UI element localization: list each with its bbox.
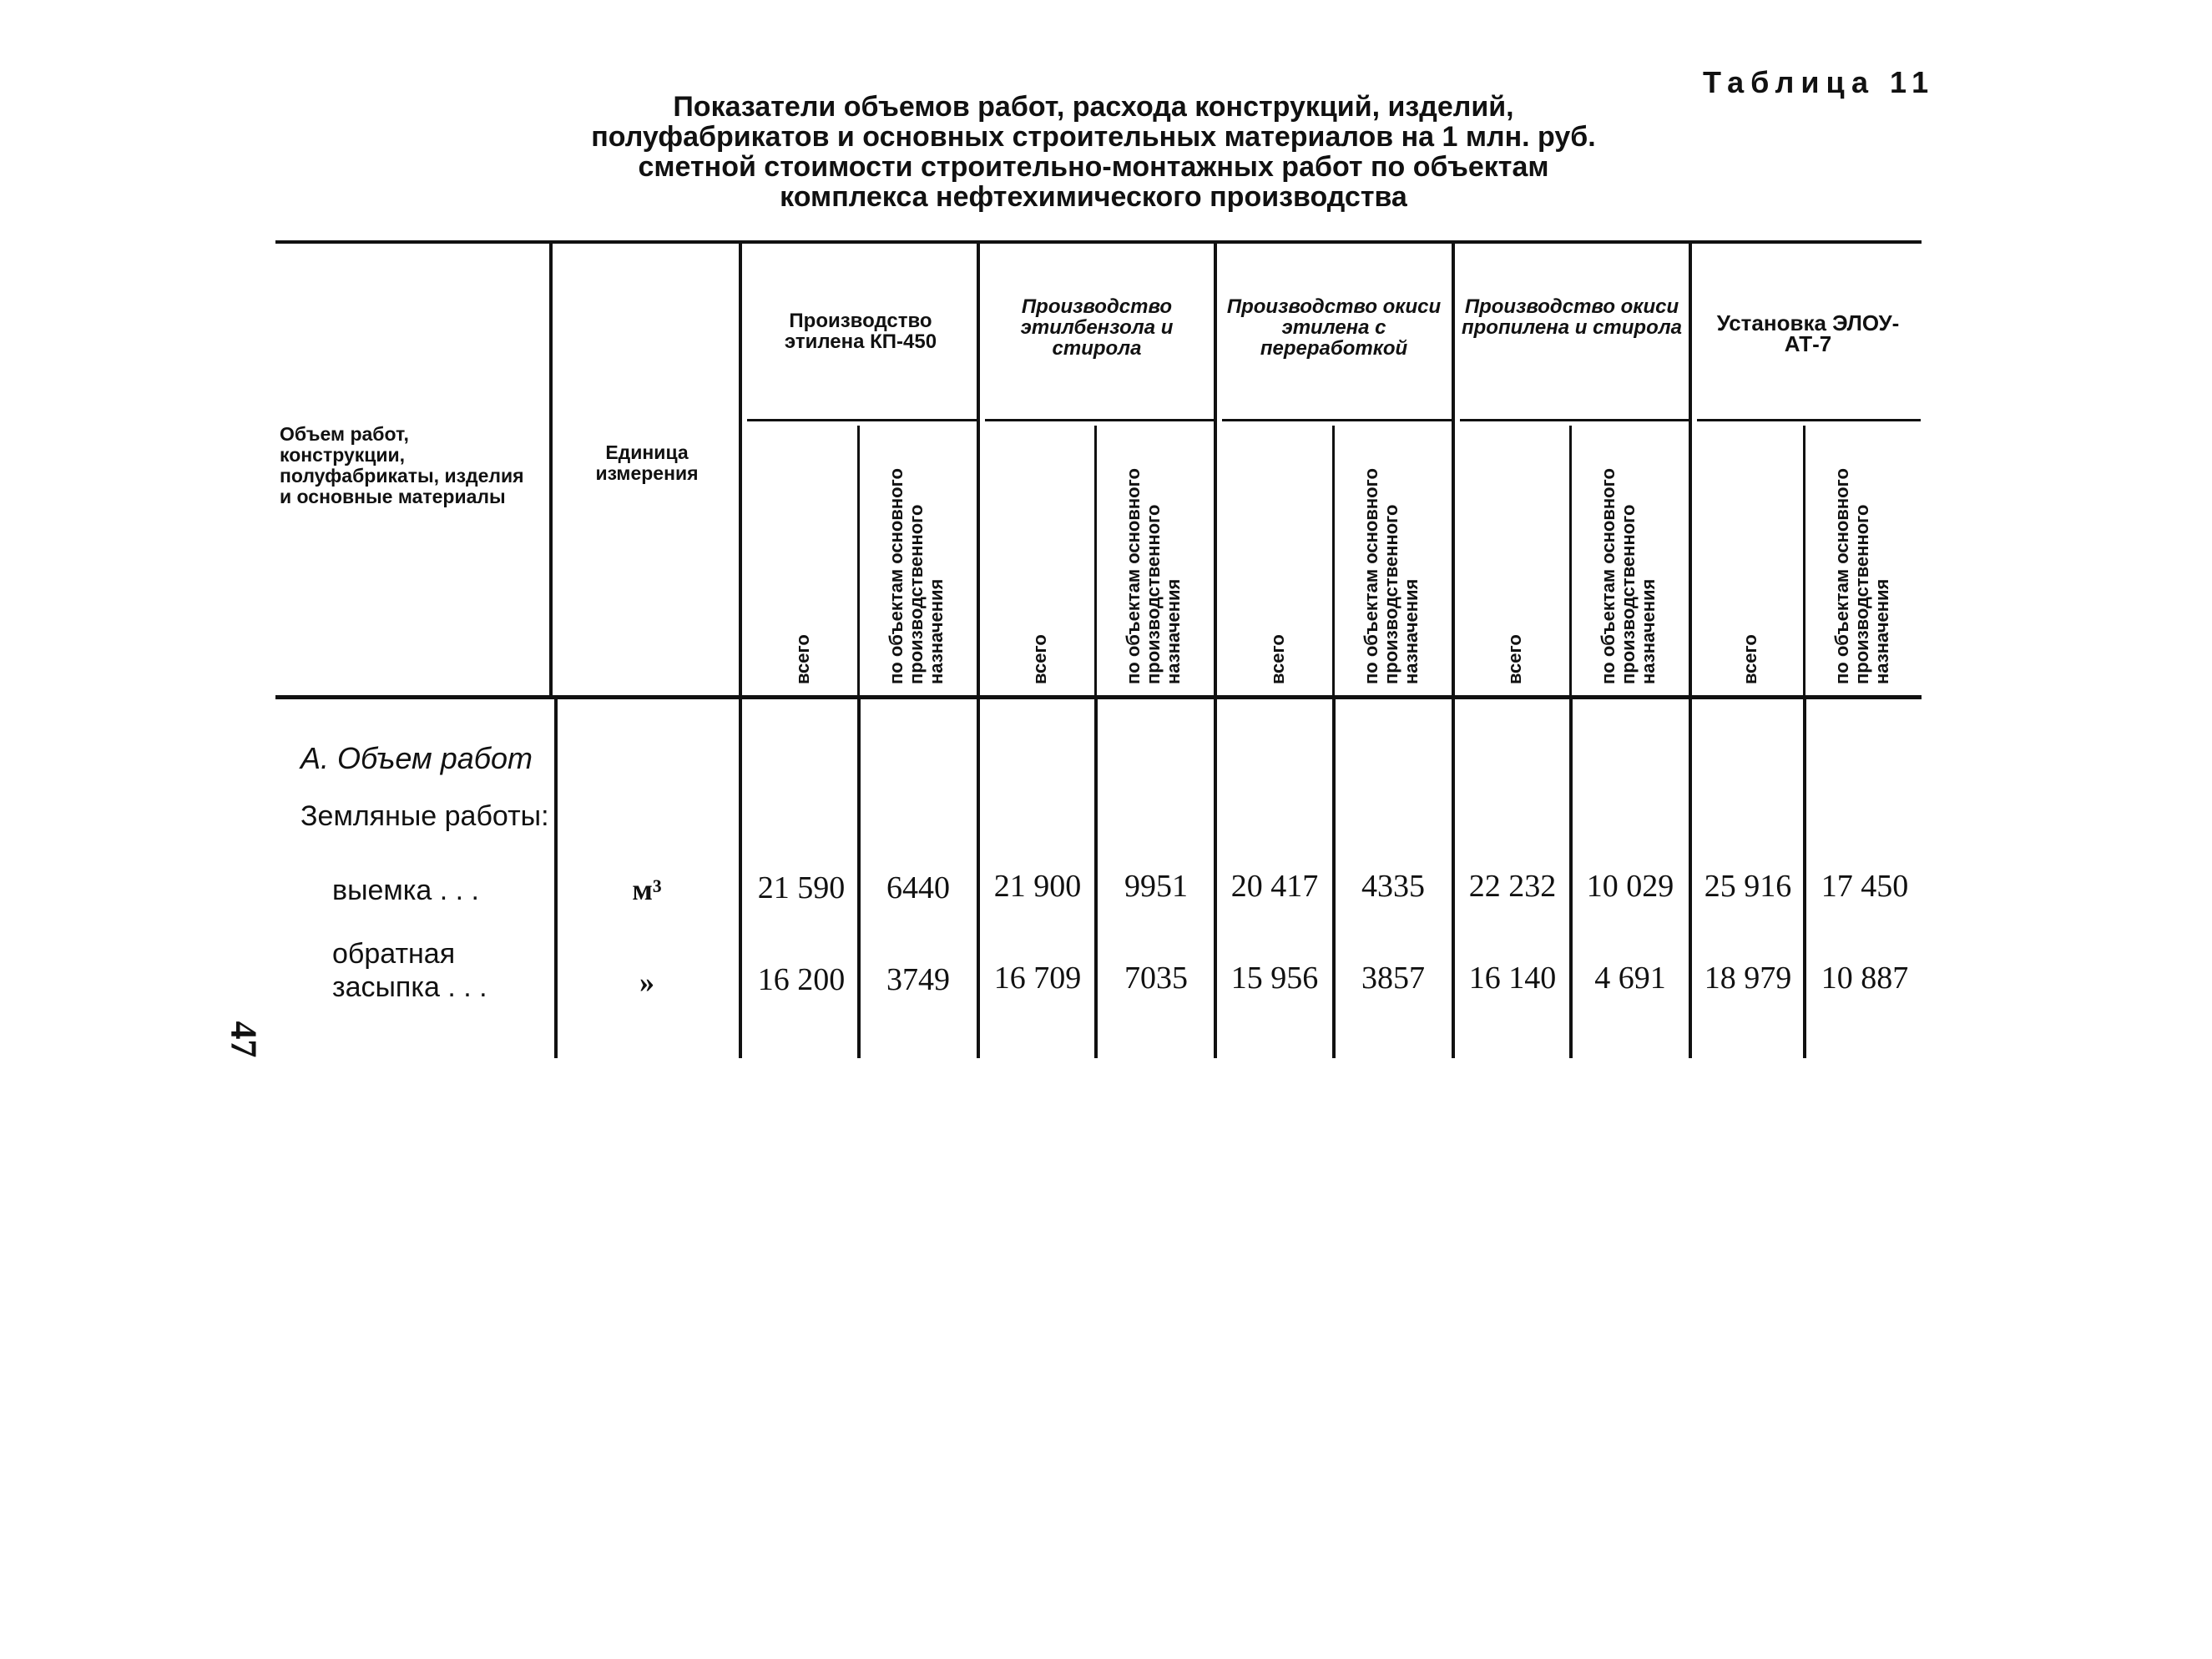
title-line-3: сметной стоимости строительно-монтажных работ по объектам: [638, 151, 1549, 183]
cell-r2-c4: 7035: [1124, 961, 1188, 996]
cell-r1-c2: 6440: [886, 870, 950, 905]
group-header-4: Производство окиси пропилена и стирола: [1461, 295, 1683, 339]
title-line-1: Показатели объемов работ, расхода конструкций, изделий,: [673, 91, 1514, 123]
sub-header-main-3: по объектам основного производственного назначения: [1361, 468, 1422, 684]
table-label: Таблица 11: [1703, 65, 1936, 99]
cell-r2-c8: 4 691: [1594, 961, 1666, 996]
group-rule-1: [747, 419, 977, 421]
header-sub-vline-5: [1803, 426, 1805, 695]
row-unit-2: »: [639, 966, 654, 999]
group-label: Земляные работы:: [300, 800, 549, 832]
cell-r1-c1: 21 590: [757, 870, 846, 905]
cell-r1-c7: 22 232: [1468, 869, 1557, 904]
header-sub-vline-2: [1094, 426, 1097, 695]
cell-r2-c5: 15 956: [1230, 961, 1319, 996]
row-label-1: выемка . . .: [332, 875, 479, 906]
body-vline-9: [1803, 699, 1806, 1058]
header-bottom-rule: [275, 695, 1922, 699]
body-vline-5: [1332, 699, 1336, 1058]
body-vline-row: [554, 699, 558, 1058]
body-vline-1: [857, 699, 861, 1058]
header-vline-unit: [739, 244, 742, 695]
cell-r1-c10: 17 450: [1821, 869, 1909, 904]
header-vline-g3: [1214, 244, 1217, 695]
cell-r2-c9: 18 979: [1704, 961, 1792, 996]
title-line-2: полуфабрикатов и основных строительных материалов на 1 млн. руб.: [591, 121, 1596, 153]
cell-r1-c9: 25 916: [1704, 869, 1792, 904]
sub-header-main-4: по объектам основного производственного назначения: [1598, 468, 1659, 684]
cell-r2-c3: 16 709: [993, 961, 1082, 996]
group-header-1: Производство этилена КП-450: [784, 310, 937, 353]
cell-r2-c10: 10 887: [1821, 961, 1909, 996]
body-vline-2: [977, 699, 980, 1058]
group-rule-5: [1697, 419, 1921, 421]
body-vline-6: [1452, 699, 1455, 1058]
group-rule-4: [1460, 419, 1689, 421]
body-vline-4: [1214, 699, 1217, 1058]
cell-r2-c7: 16 140: [1468, 961, 1557, 996]
page-number: 47: [223, 1021, 265, 1058]
body-vline-8: [1689, 699, 1692, 1058]
unit-header: Единица измерения: [595, 441, 699, 484]
group-rule-2: [985, 419, 1215, 421]
row-label-2: обратная засыпка . . .: [332, 938, 487, 1003]
sub-header-total-2: всего: [1029, 634, 1050, 684]
row-header: Объем работ, конструкции, полуфабрикаты, изделия и основные материалы: [280, 423, 524, 507]
cell-r1-c6: 4335: [1361, 869, 1425, 904]
row-unit-1: м³: [632, 873, 662, 906]
header-vline-g4: [1452, 244, 1455, 695]
cell-r2-c6: 3857: [1361, 961, 1425, 996]
cell-r1-c3: 21 900: [993, 869, 1082, 904]
cell-r2-c1: 16 200: [757, 962, 846, 997]
cell-r1-c4: 9951: [1124, 869, 1188, 904]
sub-header-total-1: всего: [792, 634, 813, 684]
body-vline-3: [1094, 699, 1098, 1058]
sub-header-total-5: всего: [1740, 634, 1760, 684]
section-label: А. Объем работ: [300, 741, 533, 775]
sub-header-main-2: по объектам основного производственного назначения: [1123, 468, 1184, 684]
top-rule: [275, 240, 1922, 244]
header-vline-g2: [977, 244, 980, 695]
cell-r1-c8: 10 029: [1586, 869, 1674, 904]
body-vline-unit: [739, 699, 742, 1058]
cell-r2-c2: 3749: [886, 962, 950, 997]
header-sub-vline-3: [1332, 426, 1335, 695]
group-header-5: Установка ЭЛОУ-АТ-7: [1716, 310, 1900, 356]
group-rule-3: [1222, 419, 1452, 421]
header-sub-vline-1: [857, 426, 860, 695]
header-vline-g5: [1689, 244, 1692, 695]
cell-r1-c5: 20 417: [1230, 869, 1319, 904]
sub-header-main-5: по объектам основного производственного назначения: [1831, 468, 1892, 684]
header-vline-row: [549, 244, 553, 695]
sub-header-main-1: по объектам основного производственного назначения: [886, 468, 947, 684]
table-title: [551, 92, 1636, 212]
sub-header-total-4: всего: [1504, 634, 1525, 684]
header-sub-vline-4: [1569, 426, 1572, 695]
group-header-2: Производство этилбензола и стирола: [1020, 295, 1174, 360]
body-vline-7: [1569, 699, 1573, 1058]
title-line-4: комплекса нефтехимического производства: [780, 181, 1407, 213]
group-header-3: Производство окиси этилена с переработкой: [1226, 295, 1442, 360]
sub-header-total-3: всего: [1267, 634, 1288, 684]
